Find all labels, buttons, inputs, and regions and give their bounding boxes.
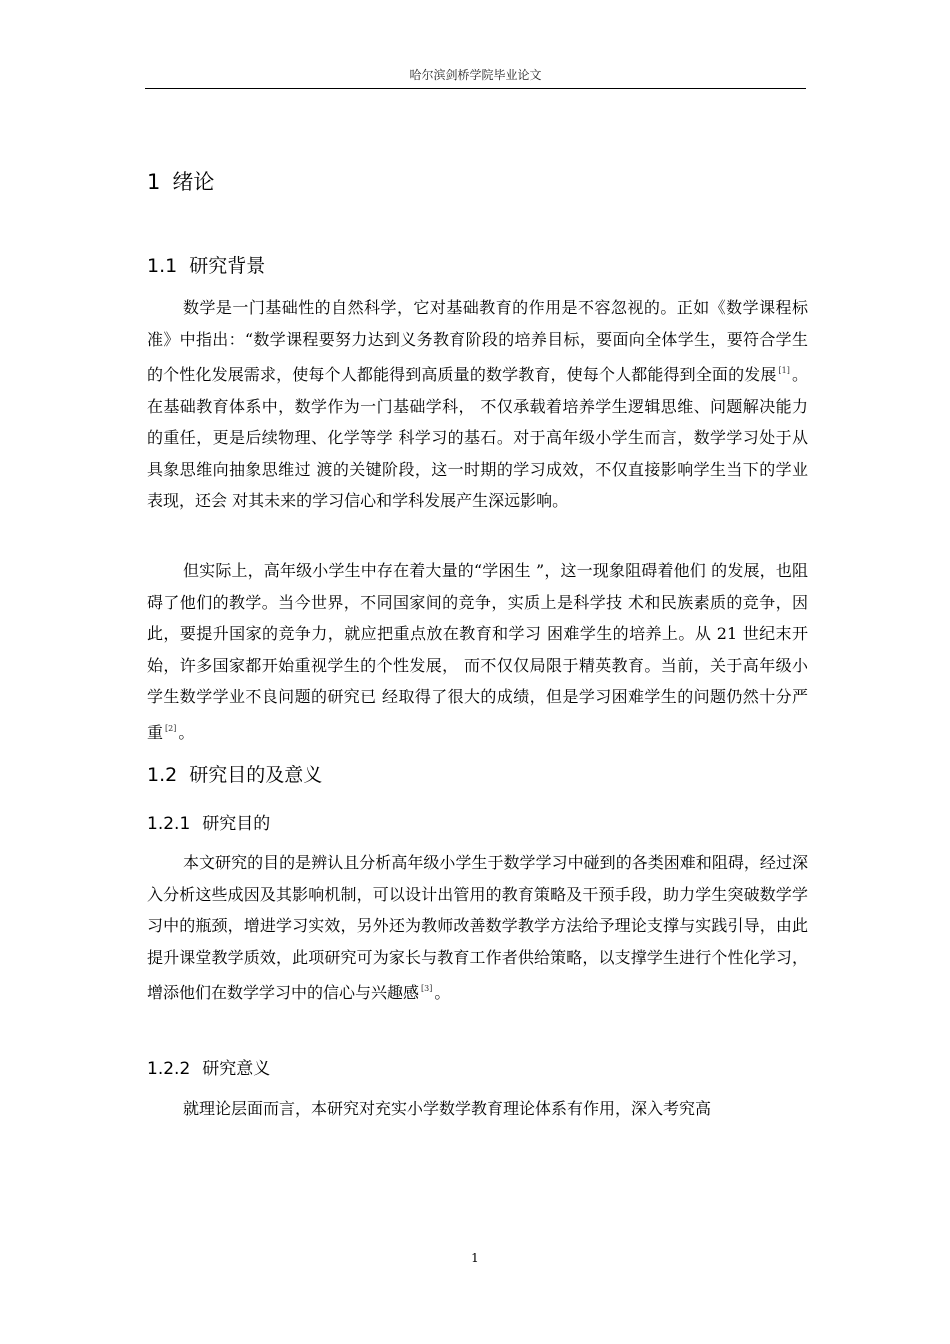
subsection-number: 1.2.2 <box>147 1059 191 1079</box>
section-heading <box>147 760 322 787</box>
paragraph-text: 。 <box>434 983 451 1002</box>
paragraph-text: 但实际上，高年级小学生中存在着大量的“学困生 ”，这一现象阻碍着他们 的发展，也阻碍了他们的教学。当今世界，不同国家间的竞争，实质上是科学技 术和民族素质的竞争，因此，要提升国家的竞争力，就应把重点放在教育和学习 困难学生的培养上。从 21 世纪末开始，许多国家都开始重视学生的个性发展， 而不仅仅局限于精英教育。当前，关于高年级小学生数学学业不良问题的研究已 经取得了很大的成绩，但是学习困难学生的问题仍然十分严重 <box>147 561 808 742</box>
section-title: 研究背景 <box>189 255 266 277</box>
paragraph-text: 就理论层面而言，本研究对充实小学数学教育理论体系有作用，深入考究高 <box>183 1099 712 1118</box>
subsection-heading <box>147 1054 270 1079</box>
chapter-title: 绪论 <box>172 170 215 194</box>
header-divider <box>145 88 806 89</box>
page-number: 1 <box>471 1251 479 1265</box>
paragraph-text: 。在基础教育体系中，数学作为一门基础学科， 不仅承载着培养学生逻辑思维、问题解决能力的重任，更是后续物理、化学等学 科学习的基石。对于高年级小学生而言，数学学习处于从具象思维向抽象思维过 渡的关键阶段，这一时期的学习成效，不仅直接影响学生当下的学业表现，还会 对其未来的学习信心和学科发展产生深远影响。 <box>147 365 808 510</box>
section-title: 研究目的及意义 <box>189 764 323 786</box>
body-paragraph <box>147 292 808 517</box>
section-number: 1.2 <box>147 764 178 786</box>
chapter-heading <box>147 166 214 196</box>
subsection-title: 研究目的 <box>202 814 271 834</box>
body-paragraph <box>147 847 808 1009</box>
paragraph-text: 。 <box>178 722 195 742</box>
subsection-heading <box>147 809 270 834</box>
body-paragraph <box>147 555 808 748</box>
subsection-number: 1.2.1 <box>147 814 191 834</box>
chapter-number: 1 <box>147 170 161 194</box>
paragraph-text: 数学是一门基础性的自然科学，它对基础教育的作用是不容忽视的。正如《数学课程标准》中指出：“数学课程要努力达到义务教育阶段的培养目标，要面向全体学生，要符合学生的个性化发展需求，使每个人都能得到高质量的数学教育，使每个人都能得到全面的发展 <box>147 298 808 384</box>
section-heading <box>147 251 265 278</box>
citation-marker: [1] <box>778 366 790 375</box>
paragraph-text: 本文研究的目的是辨认且分析高年级小学生于数学学习中碰到的各类困难和阻碍，经过深入分析这些成因及其影响机制，可以设计出管用的教育策略及干预手段，助力学生突破数学学习中的瓶颈，增进学习实效，另外还为教师改善数学教学方法给予理论支撑与实践引导，由此提升课堂教学质效，此项研究可为家长与教育工作者供给策略，以支撑学生进行个性化学习，增添他们在数学学习中的信心与兴趣感 <box>147 853 808 1002</box>
citation-marker: [2] <box>165 723 177 733</box>
section-number: 1.1 <box>147 255 178 277</box>
citation-marker: [3] <box>421 984 433 993</box>
body-paragraph <box>147 1093 808 1125</box>
subsection-title: 研究意义 <box>202 1059 271 1079</box>
page-header: 哈尔滨剑桥学院毕业论文 <box>409 68 542 82</box>
